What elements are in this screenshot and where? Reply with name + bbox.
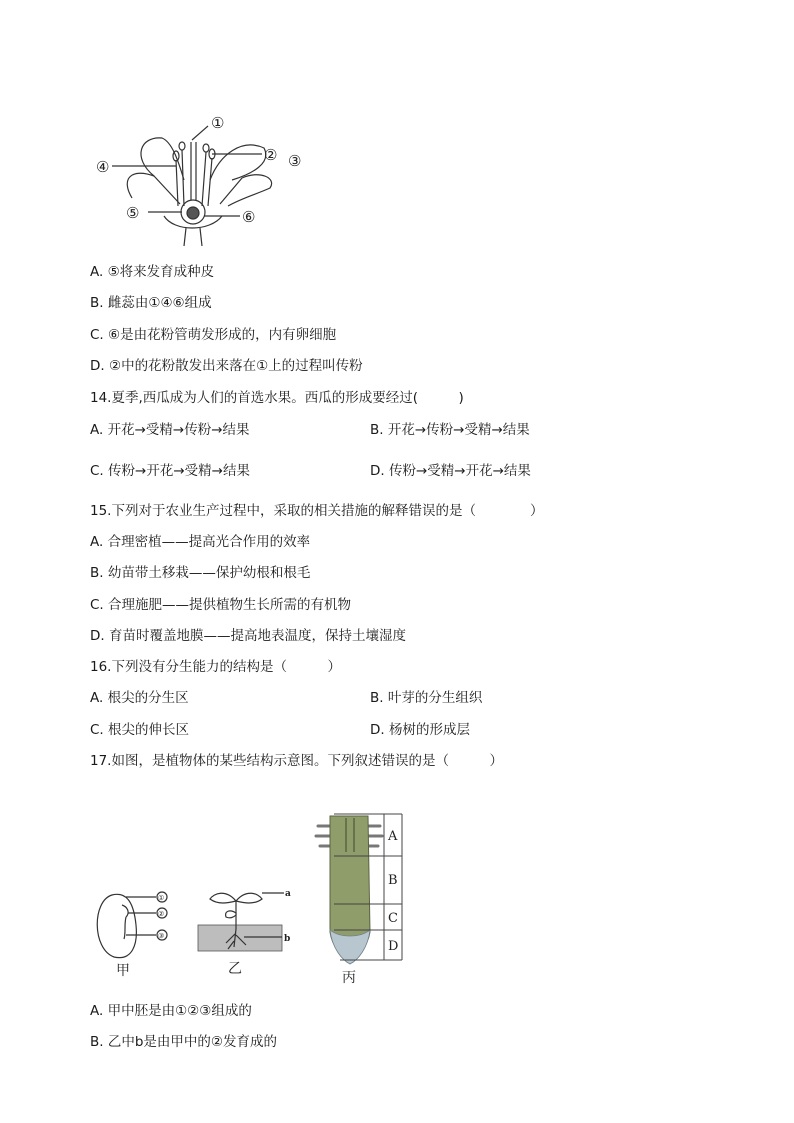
q13-option-d: D. ②中的花粉散发出来落在①上的过程叫传粉 (90, 358, 363, 374)
zone-b: B (388, 873, 398, 888)
q17-option-b: B. 乙中b是由甲中的②发育成的 (90, 1034, 278, 1050)
cotyledons (226, 911, 236, 918)
q14-stem: 14.夏季,西瓜成为人们的首选水果。西瓜的形成要经过( ) (90, 390, 464, 406)
flower-diagram (92, 108, 317, 250)
callout-1: ① (211, 114, 225, 132)
callout-6: ⑥ (242, 208, 256, 226)
ovule (187, 207, 199, 219)
leaves (210, 893, 262, 903)
q16-stem: 16.下列没有分生能力的结构是（ ） (90, 659, 341, 675)
q14-option-c: C. 传粉→开花→受精→结果 (90, 463, 250, 479)
q17-option-a: A. 甲中胚是由①②③组成的 (90, 1003, 252, 1019)
callout-4: ④ (96, 158, 110, 176)
fig-label-jia: 甲 (116, 963, 130, 979)
q15-option-a: A. 合理密植——提高光合作用的效率 (90, 534, 311, 550)
embryo (122, 905, 128, 939)
q16-option-b: B. 叶芽的分生组织 (370, 690, 483, 706)
q13-option-a: A. ⑤将来发育成种皮 (90, 264, 215, 280)
q14-option-b: B. 开花→传粉→受精→结果 (370, 422, 530, 438)
seed-mark-3: ③ (158, 932, 165, 940)
stamen-filaments (176, 150, 212, 206)
zone-c: C (388, 911, 398, 926)
seed-diagram (92, 885, 182, 980)
soil (198, 925, 282, 951)
q14-option-d: D. 传粉→受精→开花→结果 (370, 463, 531, 479)
q13-option-c: C. ⑥是由花粉管萌发形成的，内有卵细胞 (90, 327, 337, 343)
fig-label-bing: 丙 (342, 970, 356, 986)
q14-option-a: A. 开花→受精→传粉→结果 (90, 422, 250, 438)
q16-option-c: C. 根尖的伸长区 (90, 722, 190, 738)
root-tip-diagram (310, 812, 412, 990)
q17-stem: 17.如图，是植物体的某些结构示意图。下列叙述错误的是（ ） (90, 753, 503, 769)
q15-option-d: D. 育苗时覆盖地膜——提高地表温度，保持土壤湿度 (90, 628, 406, 644)
style (191, 142, 196, 200)
seedling-diagram (196, 885, 296, 980)
lower-left-petal (127, 173, 180, 204)
zone-a: A (388, 829, 398, 844)
seed-coat (97, 894, 136, 957)
q15-stem: 15.下列对于农业生产过程中，采取的相关措施的解释错误的是（ ） (90, 503, 544, 519)
fig-label-yi: 乙 (228, 961, 242, 977)
seed-mark-2: ② (158, 910, 165, 918)
lower-right-petal (220, 175, 272, 206)
zone-d: D (388, 939, 399, 954)
callout-5: ⑤ (126, 204, 140, 222)
q16-option-d: D. 杨树的形成层 (370, 722, 470, 738)
callout-3: ③ (288, 152, 302, 170)
seed-mark-1: ① (158, 894, 165, 902)
q13-option-b: B. 雌蕊由①④⑥组成 (90, 295, 212, 311)
q16-option-a: A. 根尖的分生区 (90, 690, 189, 706)
stalk (184, 228, 202, 246)
q15-option-b: B. 幼苗带土移栽——保护幼根和根毛 (90, 565, 311, 581)
q15-option-c: C. 合理施肥——提供植物生长所需的有机物 (90, 597, 352, 613)
callout-2: ② (264, 146, 278, 164)
seedling-mark-a: a (285, 889, 291, 899)
seedling-mark-b: b (284, 934, 291, 944)
